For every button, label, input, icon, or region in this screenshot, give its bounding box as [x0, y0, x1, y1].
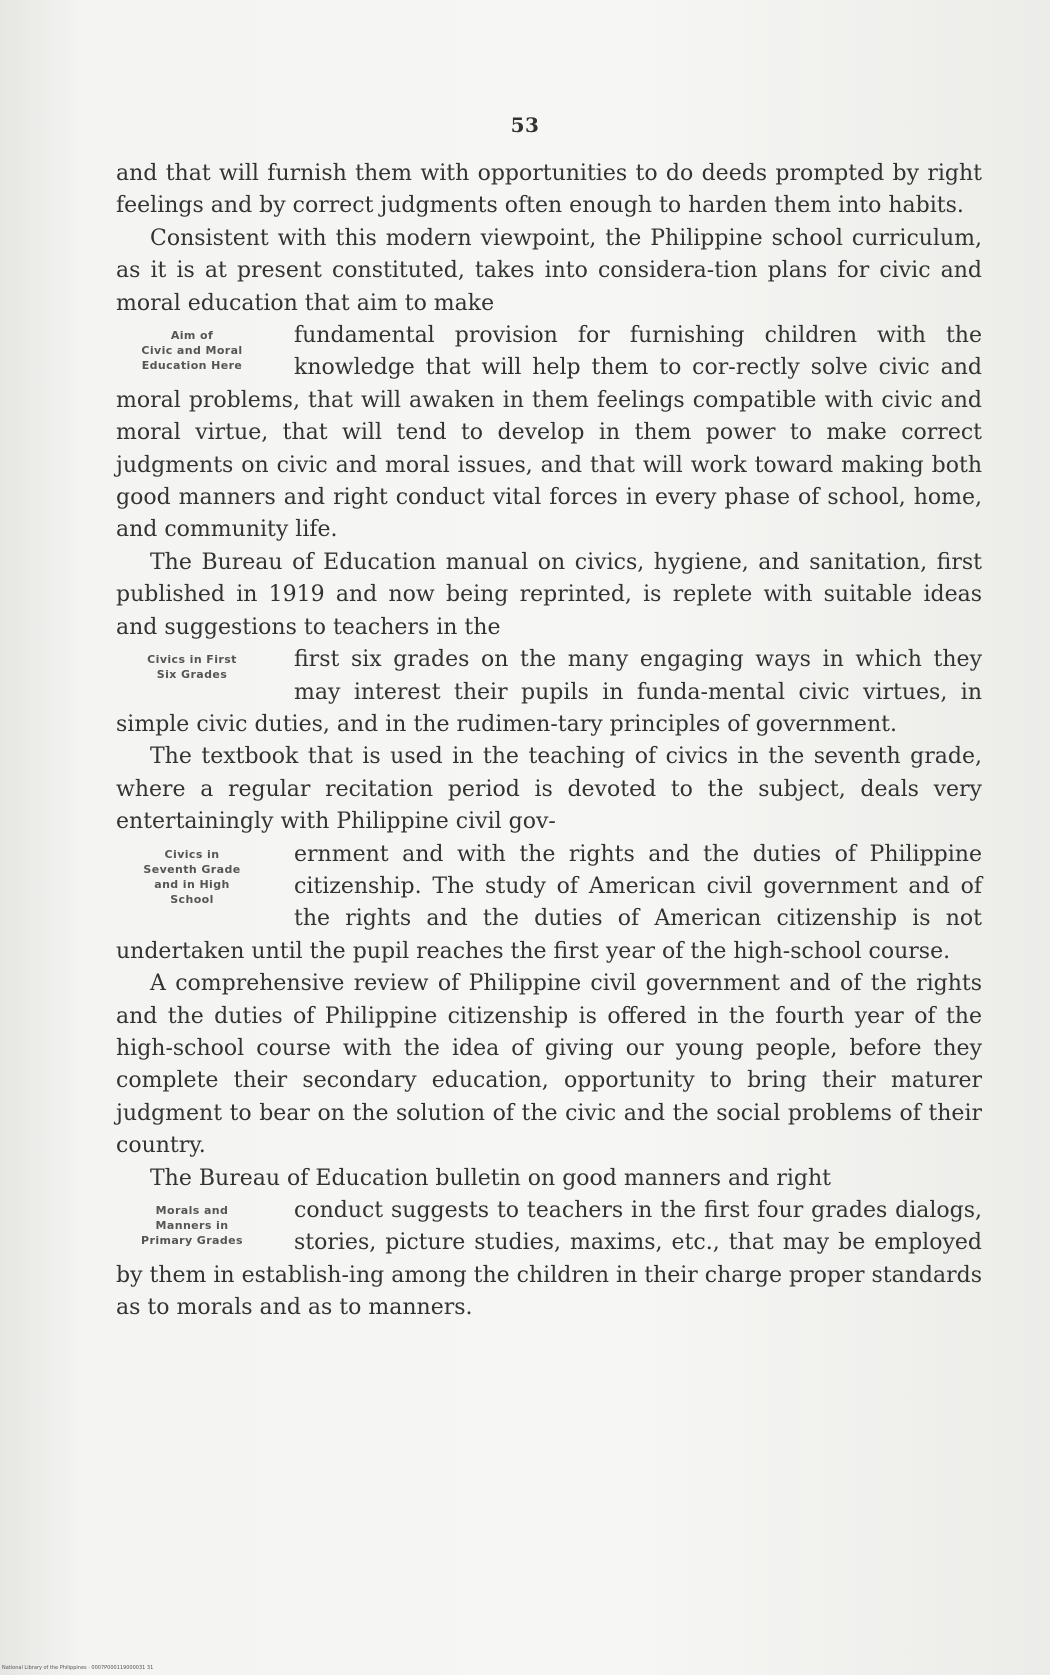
margin-note-line: Manners in [155, 1219, 229, 1232]
paragraph-4 [116, 741, 982, 838]
paragraph-6-lead: The Bureau of Education bulletin on good manners and right [150, 1165, 832, 1191]
body-text [116, 158, 982, 1325]
margin-note-line: Civic and Moral [141, 344, 243, 358]
margin-note-line: Civics in First [147, 653, 237, 667]
margin-note-line: Primary Grades [141, 1234, 243, 1247]
library-footer: National Library of the Philippines · 0007P000119000031 31 [2, 1665, 154, 1671]
paragraph-2 [116, 223, 982, 320]
margin-note-line: Education Here [141, 359, 243, 373]
paragraph-4-lead: The textbook that is used in the teaching of civics in the seventh grade, where a regular recitation period is devoted to the subject, deals very entertainingly with Philippine civil gov- [116, 744, 982, 835]
margin-note-line: and in High [154, 877, 230, 891]
paragraph-3-continued [116, 644, 982, 741]
paragraph-4-body: ernment and with the rights and the duties of Philippine citizenship. The study of American civil government and of the rights and the duties of American citizenship is not undertaken until the pupil reaches the first year of the high-school course. [116, 841, 982, 964]
margin-note-line: Six Grades [156, 668, 228, 682]
margin-note-morals [112, 1203, 272, 1248]
margin-note-line: Aim of [170, 329, 214, 343]
margin-note-line: Civics in [164, 847, 220, 861]
margin-note-civics-seventh [112, 847, 272, 907]
margin-note-civics-first [112, 652, 272, 682]
margin-note-aim [112, 328, 272, 373]
paragraph-1: and that will furnish them with opportunities to do deeds prompted by right feelings and by correct judgments often enough to harden them into habits. [116, 161, 982, 219]
page-number: 53 [510, 113, 540, 137]
paragraph-3-lead: The Bureau of Education manual on civics, hygiene, and sanitation, first published in 1919 and now being reprinted, is replete with suitable ideas and suggestions to teachers in the [116, 549, 982, 640]
paragraph-2-body: fundamental provision for furnishing children with the knowledge that will help them to cor-rectly solve civic and moral problems, that will awaken in them feelings compatible with civic and moral virtue, that will tend to develop in them power to make correct judgments on civic and moral issues, and that will work toward making both good manners and right conduct vital forces in every phase of school, home, and community life. [116, 323, 982, 543]
margin-note-line: Morals and [155, 1204, 229, 1217]
paragraph-6 [116, 1163, 982, 1195]
paragraph-3 [116, 547, 982, 644]
paragraph-6-body: conduct suggests to teachers in the first four grades dialogs, stories, picture studies, maxims, etc., that may be employed by them in establish-ing among the children in their charge proper standards as to morals and as to manners. [116, 1198, 982, 1321]
margin-note-line: School [170, 892, 214, 906]
paragraph-2-continued [116, 320, 982, 547]
paragraph-2-lead: Consistent with this modern viewpoint, the Philippine school curriculum, as it is at present constituted, takes into considera-tion plans for civic and moral education that aim to make [116, 225, 982, 316]
paragraph-4-continued [116, 839, 982, 969]
paragraph-3-body: first six grades on the many engaging ways in which they may interest their pupils in funda-mental civic virtues, in simple civic duties, and in the rudimen-tary principles of government. [116, 647, 982, 737]
paragraph-6-continued [116, 1195, 982, 1325]
margin-note-line: Seventh Grade [143, 862, 241, 876]
paragraph-5: A comprehensive review of Philippine civil government and of the rights and the duties of Philippine citizenship is offered in the fourth year of the high-school course with the idea of giving our young people, before they complete their secondary education, opportunity to bring their maturer judgment to bear on the solution of the civic and the social problems of their country. [116, 971, 982, 1159]
